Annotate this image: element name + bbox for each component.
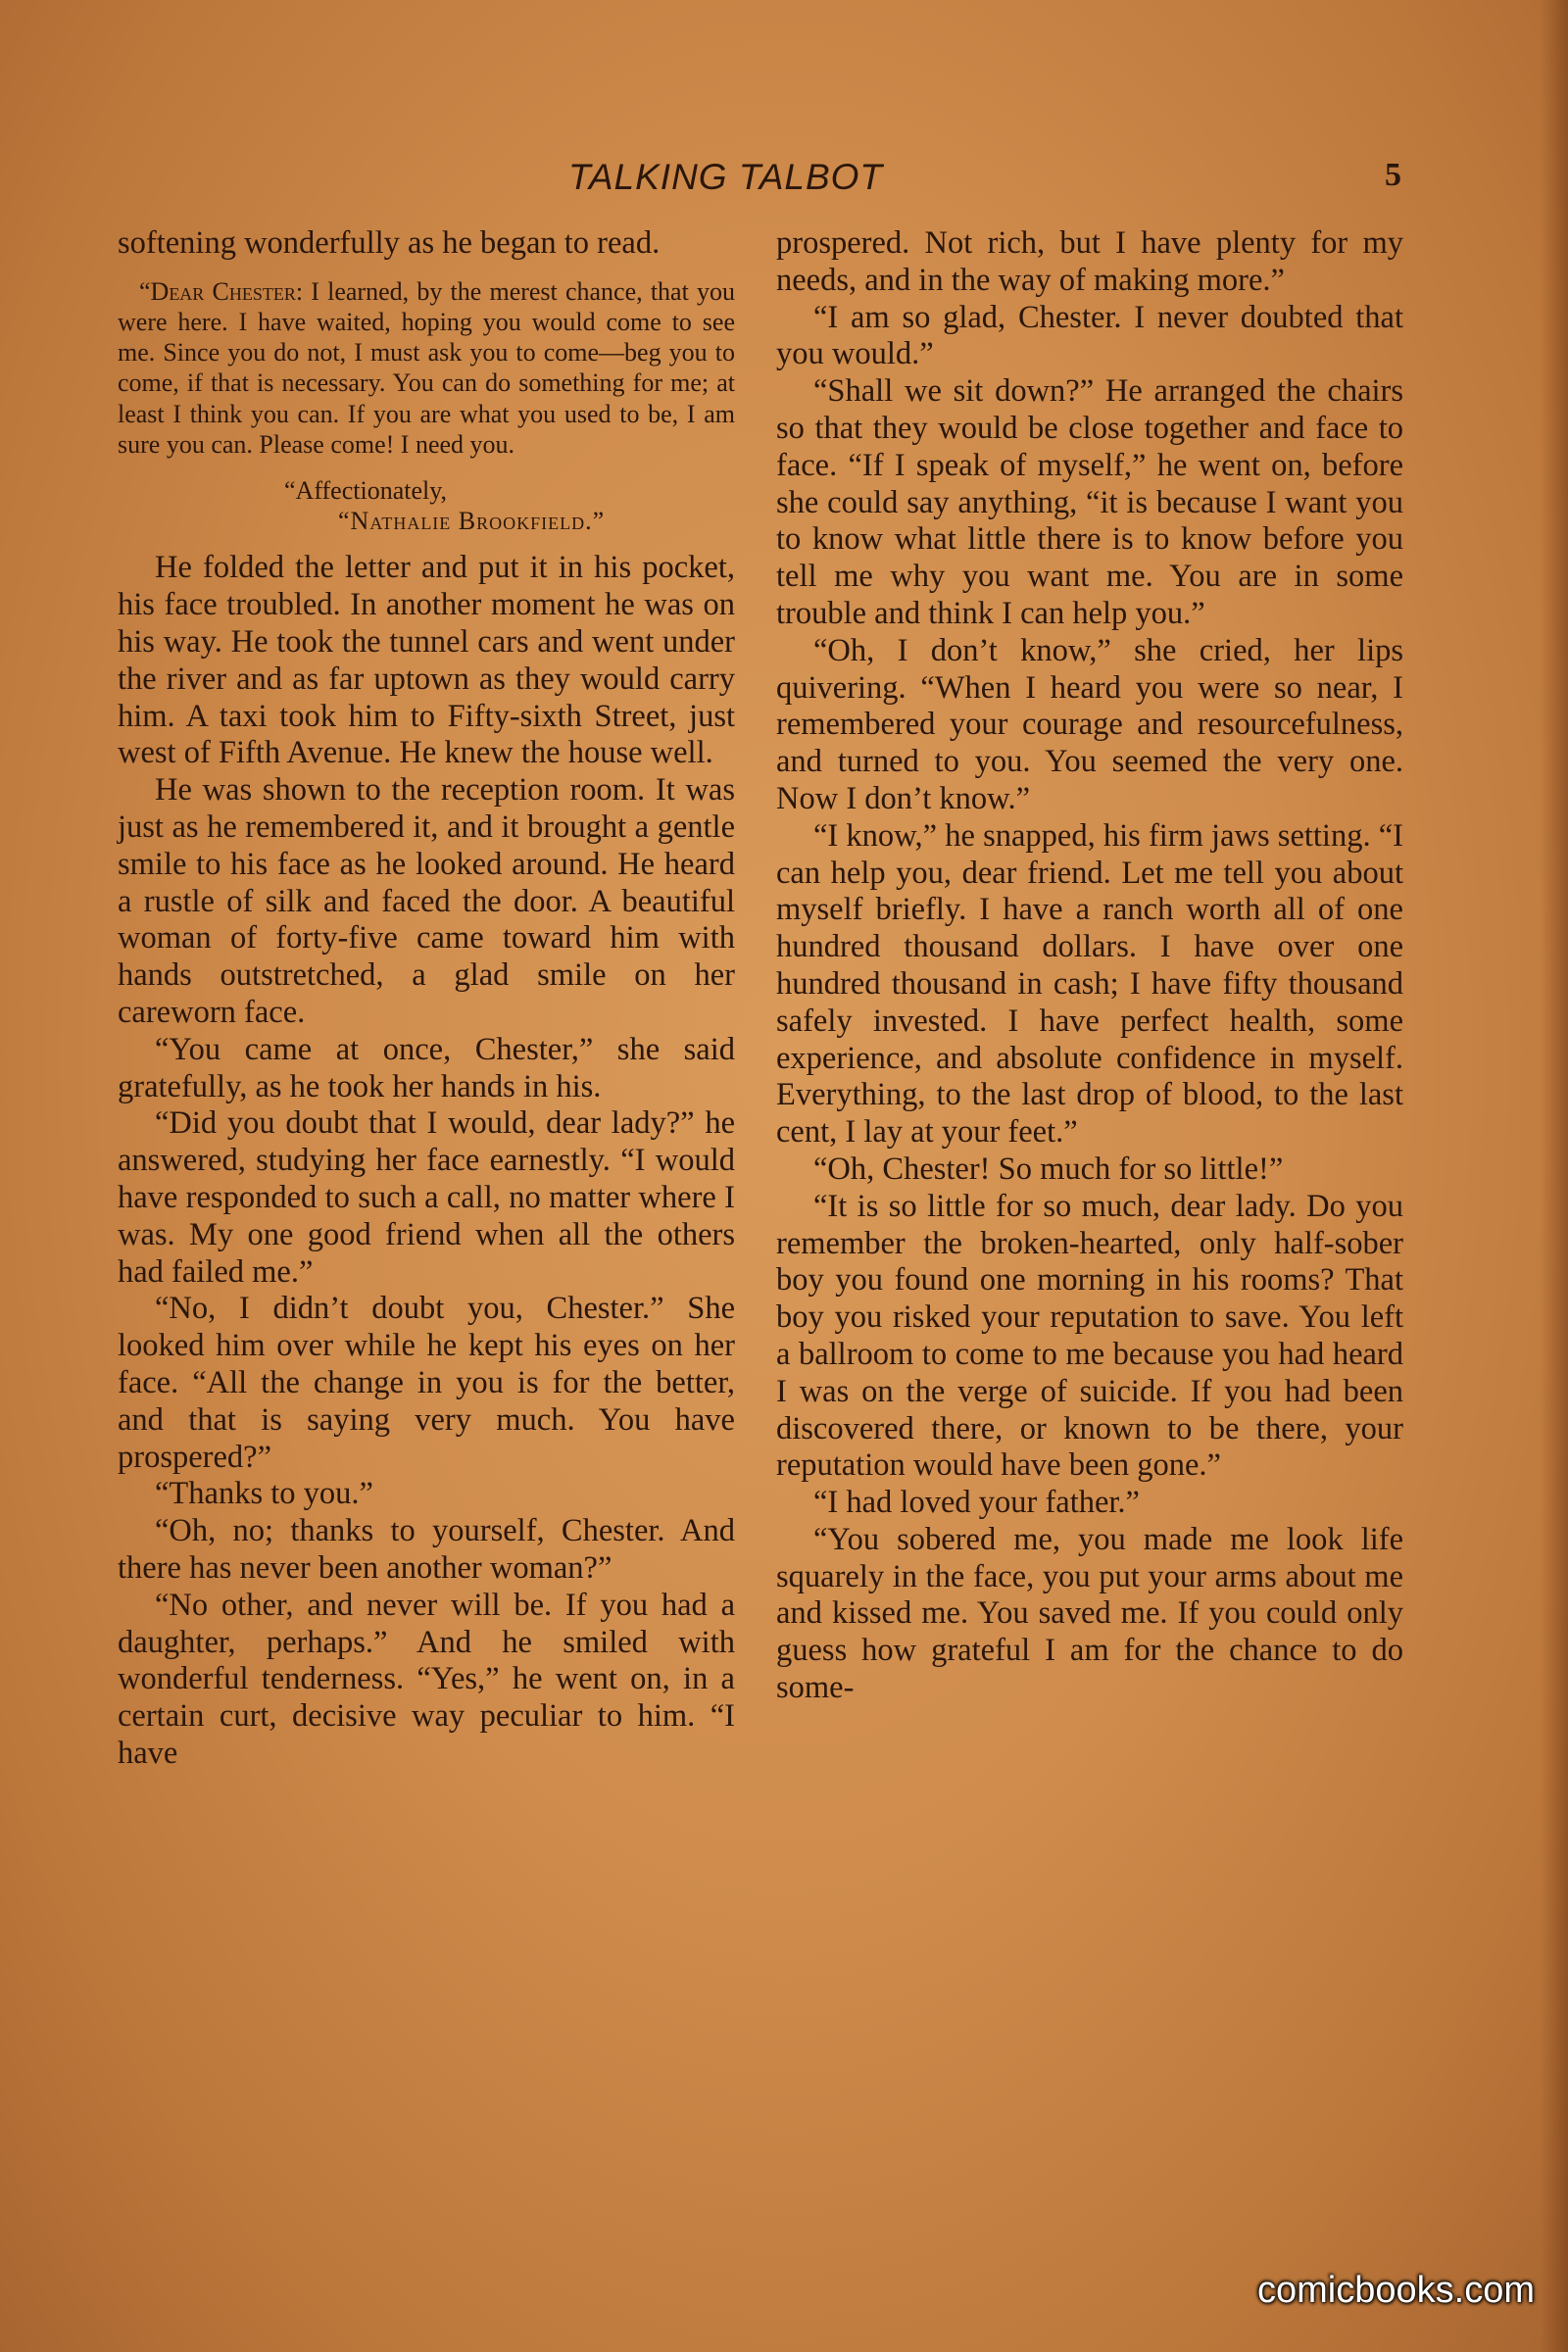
paragraph: softening wonderfully as he began to read. xyxy=(118,225,661,261)
right-column xyxy=(776,225,1403,1707)
book-title: TALKING TALBOT xyxy=(568,157,884,197)
paragraph: “You came at once, Chester,” she said gratefully, as he took her hands in his. xyxy=(118,1031,735,1104)
paragraph: “I am so glad, Chester. I never doubted that you would.” xyxy=(776,299,1403,372)
paragraph: “No, I didn’t doubt you, Chester.” She looked him over while he kept his eyes on her face. “All the change in you is for the better, and that is saying very much. You have prospered?” xyxy=(118,1291,735,1475)
paragraph: “Oh, no; thanks to yourself, Chester. And there has never been another woman?” xyxy=(118,1513,735,1586)
paragraph: “I had loved your father.” xyxy=(813,1485,1140,1521)
site-watermark: comicbooks.com xyxy=(1257,2270,1535,2311)
letter-closing: “Affectionately, xyxy=(284,476,448,506)
letter-text: I learned, by the merest chance, that you were here. I have waited, hoping you would come to see me. Since you do not, I must ask you to come—beg you to come, if that is necessary. You can do something for me; at least I think you can. If you are what you used to be, I am sure you can. Please come! I need you. xyxy=(118,276,735,459)
paragraph: “Thanks to you.” xyxy=(155,1476,373,1512)
paragraph: “No other, and never will be. If you had a daughter, perhaps.” And he smiled with wonderful tenderness. “Yes,” he went on, in a certain curt, decisive way peculiar to him. “I have xyxy=(118,1587,735,1771)
running-header xyxy=(568,157,1401,206)
left-column xyxy=(118,225,735,1773)
paragraph: “You sobered me, you made me look life squarely in the face, you put your arms about me and kissed me. You saved me. If you could only guess how grateful I am for the chance to do some- xyxy=(776,1521,1403,1706)
paragraph: “Shall we sit down?” He arranged the chairs so that they would be close together and face to face. “If I speak of myself,” he went on, before she could say anything, “it is because I want you to know what little there is to know before you tell me why you want me. You are in some trouble and think I can help you.” xyxy=(776,373,1403,631)
letter-signature: “Nathalie Brookfield.” xyxy=(338,507,606,536)
paragraph: “Did you doubt that I would, dear lady?” he answered, studying her face earnestly. “I would have responded to such a call, no matter where I was. My one good friend when all the others had failed me.” xyxy=(118,1105,735,1290)
letter-body xyxy=(118,276,735,460)
paragraph: “I know,” he snapped, his firm jaws setting. “I can help you, dear friend. Let me tell you about myself briefly. I have a ranch worth all of one hundred thousand dollars. I have over one hundred thousand in cash; I have fifty thousand safely invested. I have perfect health, some experience, and absolute confidence in myself. Everything, to the last drop of blood, to the last cent, I lay at your feet.” xyxy=(776,817,1403,1151)
paragraph: He folded the letter and put it in his pocket, his face troubled. In another moment he was on his way. He took the tunnel cars and went under the river and as far uptown as they would carry him. A taxi took him to Fifty-sixth Street, just west of Fifth Avenue. He knew the house well. xyxy=(118,550,735,771)
paragraph: “Oh, I don’t know,” she cried, her lips quivering. “When I heard you were so near, I remembered your courage and resourcefulness, and turned to you. You seemed the very one. Now I don’t know.” xyxy=(776,632,1403,816)
paragraph: prospered. Not rich, but I have plenty for my needs, and in the way of making more.” xyxy=(776,225,1403,298)
page-edge-shadow xyxy=(1541,0,1568,2352)
paragraph: He was shown to the reception room. It was just as he remembered it, and it brought a gentle smile to his face as he looked around. He heard a rustle of silk and faced the door. A beautiful woman of forty-five came toward him with hands outstretched, a glad smile on her careworn face. xyxy=(118,772,735,1030)
letter-salutation: “Dear Chester: xyxy=(139,276,304,306)
paragraph: “Oh, Chester! So much for so little!” xyxy=(813,1151,1284,1187)
paragraph: “It is so little for so much, dear lady. Do you remember the broken-hearted, only half-sober boy you found one morning in his rooms? That boy you risked your reputation to save. You left a ballroom to come to me because you had heard I was on the verge of suicide. If you had been discovered there, or known to be there, your reputation would have been gone.” xyxy=(776,1188,1403,1484)
page-number: 5 xyxy=(1385,157,1401,193)
letter-block xyxy=(118,276,735,460)
